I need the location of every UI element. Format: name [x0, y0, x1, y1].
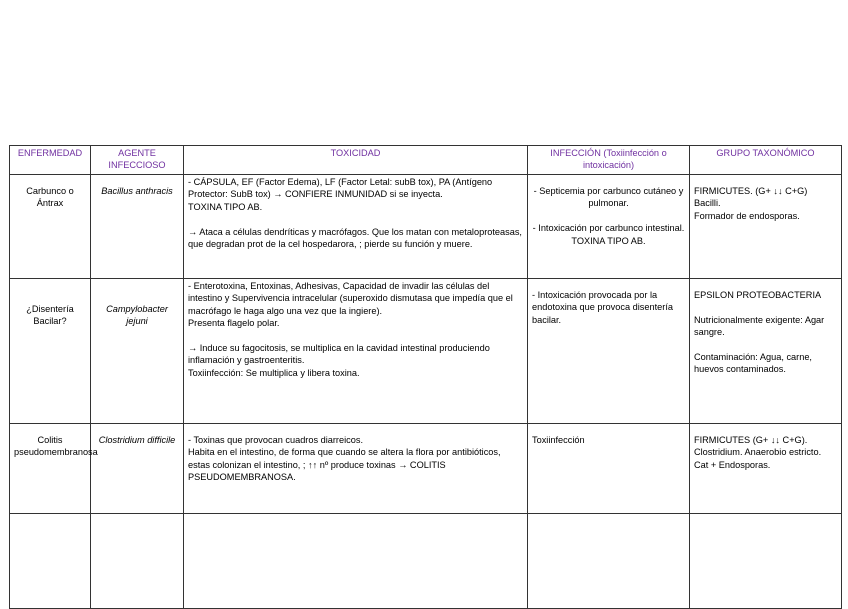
grupo-line: Bacilli. [694, 198, 721, 209]
enfermedad-cell [10, 279, 91, 424]
header-infeccion: INFECCIÓN (Toxiinfección o intoxicación) [528, 146, 690, 175]
toxicidad-line: → Induce su fagocitosis, se multiplica en la cavidad intestinal produciendo inflamación y gastroenteritis. [188, 343, 490, 366]
infeccion-cell [528, 424, 690, 514]
grupo-cell [690, 424, 842, 514]
enfermedad-text: ¿Disentería Bacilar? [26, 304, 74, 327]
toxicidad-line: - Toxinas que provocan cuadros diarreicos. [188, 435, 363, 445]
toxicidad-line: Toxiinfección: Se multiplica y libera toxina. [188, 367, 360, 378]
header-enfermedad: ENFERMEDAD [10, 146, 91, 175]
header-grupo: GRUPO TAXONÓMICO [690, 146, 842, 175]
empty-cell [10, 514, 91, 609]
toxicidad-line: Habita en el intestino, de forma que cuando se altera la flora por antibióticos, estas colonizan el intestino, ; ↑↑ nº produce toxinas → COLITIS PSEUDOMEMBRANOSA. [188, 447, 501, 483]
toxicidad-line: TOXINA TIPO AB. [188, 201, 263, 212]
enfermedad-text: Colitis pseudomembranosa [14, 435, 98, 458]
grupo-line: FIRMICUTES. (G+ ↓↓ C+G) [694, 186, 808, 196]
agente-cell [91, 279, 184, 424]
grupo-cell [690, 279, 842, 424]
header-toxicidad: TOXICIDAD [184, 146, 528, 175]
infeccion-line: - Septicemia por carbunco cutáneo y pulmonar. [533, 186, 684, 209]
empty-cell [690, 514, 842, 609]
header-row [10, 146, 842, 175]
empty-row [10, 514, 842, 609]
empty-cell [184, 514, 528, 609]
enfermedad-cell [10, 175, 91, 279]
header-agente: AGENTE INFECCIOSO [91, 146, 184, 175]
agente-text: Bacillus anthracis [101, 186, 173, 196]
grupo-text: FIRMICUTES (G+ ↓↓ C+G). Clostridium. Anaerobio estricto. Cat + Endosporas. [694, 435, 822, 470]
grupo-cell [690, 175, 842, 279]
agente-text: Clostridium difficile [98, 435, 176, 445]
infeccion-text: Toxiinfección [532, 435, 585, 445]
grupo-line: Formador de endosporas. [694, 210, 800, 221]
enfermedad-cell [10, 424, 98, 514]
agente-cell [91, 424, 184, 514]
toxicidad-line: Presenta flagelo polar. [188, 318, 280, 329]
toxicidad-line: → Ataca a células dendríticas y macrófagos. Que los matan con metaloproteasas, que degradan prot de la cel hospedarora, ; pierde su función y muere. [188, 226, 522, 250]
grupo-line: Contaminación: Agua, carne, huevos contaminados. [694, 352, 812, 375]
table-row [10, 424, 842, 514]
toxicidad-cell [184, 279, 528, 424]
infeccion-text: - Intoxicación provocada por la endotoxina que provoca disentería bacilar. [532, 290, 673, 325]
empty-cell [528, 514, 690, 609]
grupo-line: EPSILON PROTEOBACTERIA [694, 290, 822, 300]
infeccion-cell [528, 279, 690, 424]
toxicidad-cell [184, 424, 528, 514]
empty-cell [91, 514, 184, 609]
table-row [10, 279, 842, 424]
grupo-line: Nutricionalmente exigente: Agar sangre. [694, 314, 825, 338]
enfermedad-text: Carbunco o Ántrax [26, 186, 74, 209]
table-row [10, 175, 842, 279]
toxicidad-line: - CÁPSULA, EF (Factor Edema), LF (Factor Letal: subB tox), PA (Antígeno Protector: SubB tox) → CONFIERE INMUNIDAD si se inyecta. [188, 177, 493, 200]
agente-cell [91, 175, 184, 279]
infeccion-cell [528, 175, 690, 279]
toxicidad-cell [184, 175, 528, 279]
agente-text: Campylobacter jejuni [106, 304, 168, 327]
toxicidad-line: - Enterotoxina, Entoxinas, Adhesivas, Capacidad de invadir las células del intestino y Supervivencia intracelular (superoxido dismutasa que impedía que el macrófago le haga algo una vez que la ingiere). [188, 281, 513, 316]
infeccion-line: - Intoxicación por carbunco intestinal. TOXINA TIPO AB. [532, 223, 685, 246]
disease-table [9, 145, 842, 609]
